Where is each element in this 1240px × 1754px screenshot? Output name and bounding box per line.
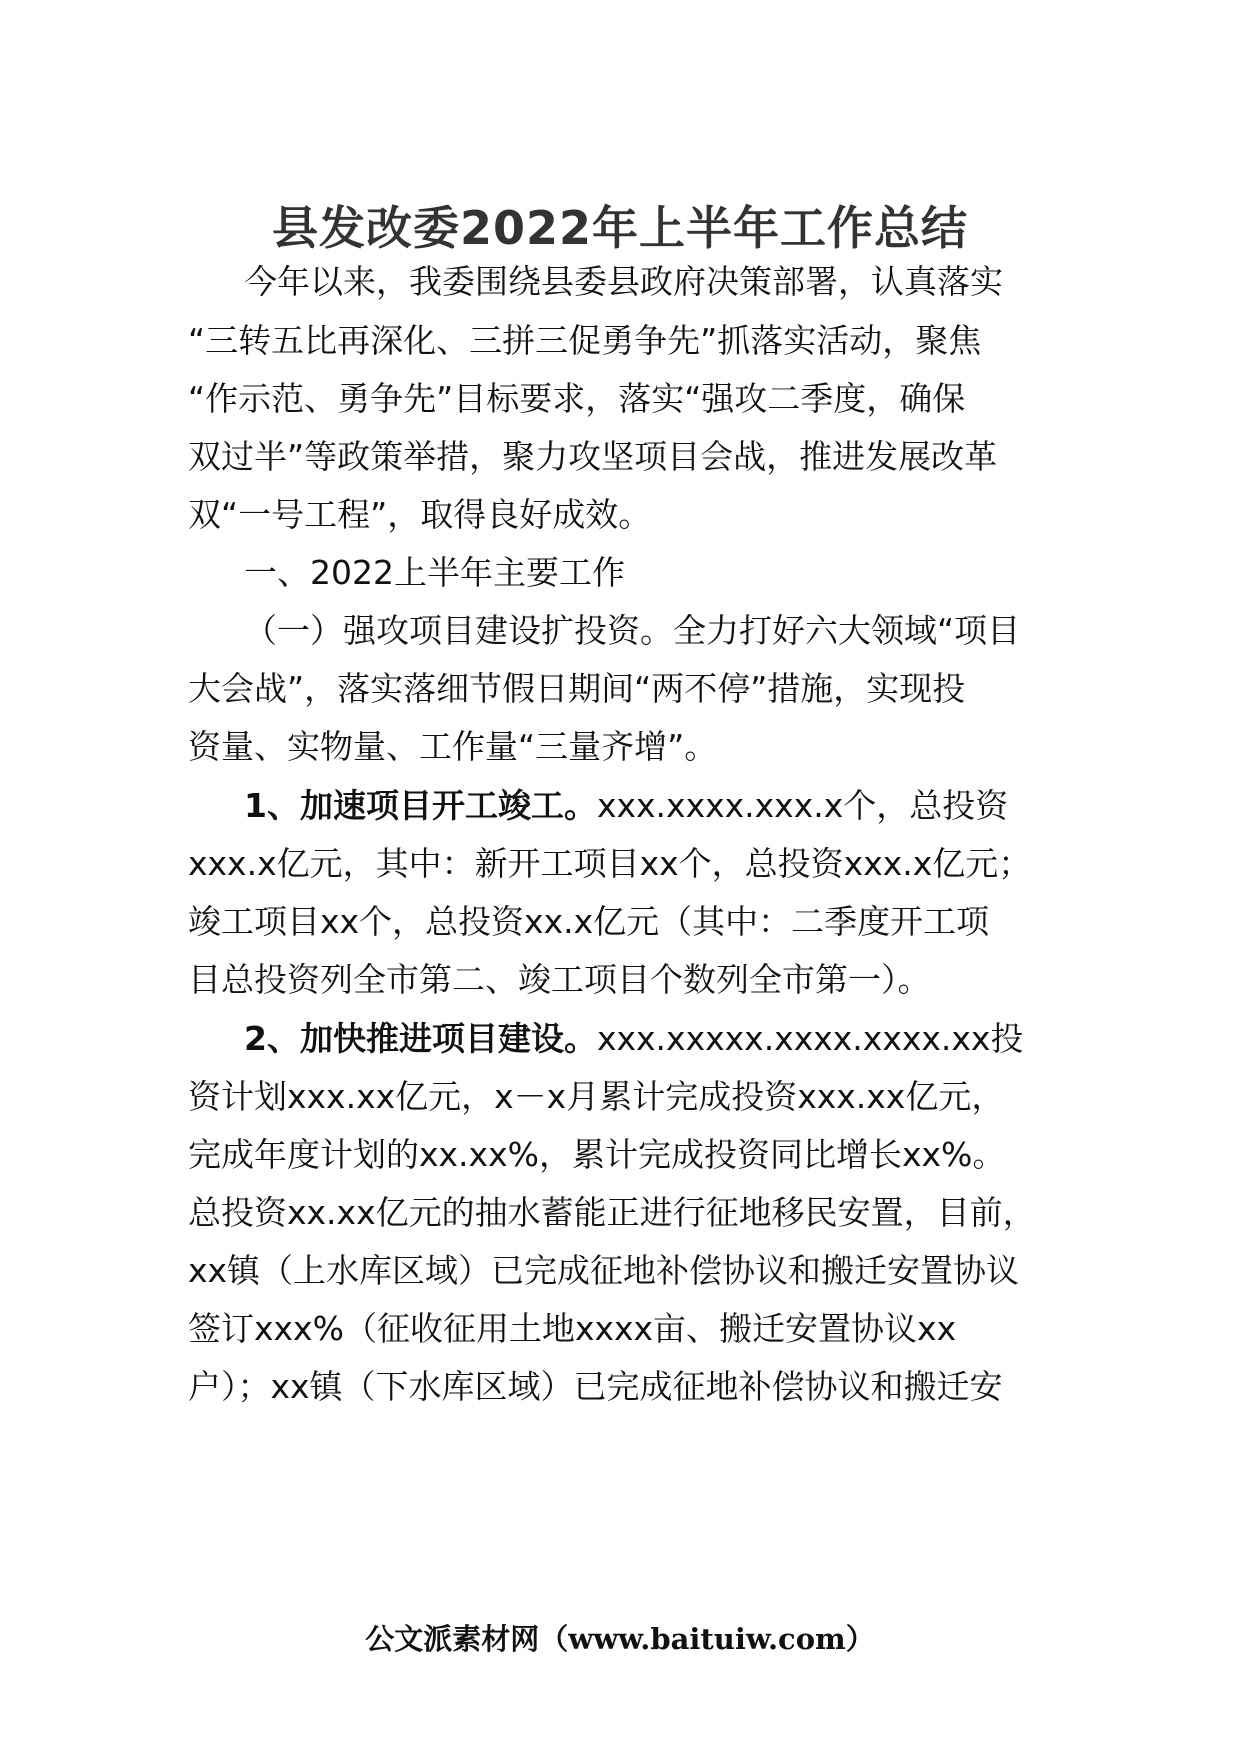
item-1-text: xxx.xxxx.xxx.x个，总投资	[596, 786, 1009, 825]
item-2-text: xxx.xxxxx.xxxx.xxxx.xx投	[596, 1019, 1024, 1058]
body-line: 完成年度计划的xx.xx%，累计完成投资同比增长xx%。	[188, 1135, 1006, 1174]
item-1-first-line	[244, 786, 1008, 826]
body-line: 签订xxx%（征收征用土地xxxx亩、搬迁安置协议xx	[188, 1309, 957, 1348]
body-line: “作示范、勇争先”目标要求，落实“强攻二季度，确保	[188, 379, 966, 418]
body-line: 大会战”，落实落细节假日期间“两不停”措施，实现投	[188, 669, 966, 708]
body-line: 资计划xxx.xx亿元，x－x月累计完成投资xxx.xx亿元，	[188, 1077, 1005, 1116]
body-line: xx镇（上水库区域）已完成征地补偿协议和搬迁安置协议	[188, 1251, 1020, 1290]
body-line: 总投资xx.xx亿元的抽水蓄能正进行征地移民安置，目前，	[188, 1193, 1036, 1232]
body-line: “三转五比再深化、三拼三促勇争先”抓落实活动，聚焦	[188, 321, 982, 360]
document-title: 县发改委2022年上半年工作总结	[271, 201, 969, 255]
item-2-lead: 2、加快推进项目建设。	[244, 1019, 597, 1058]
body-line: 双“一号工程”，取得良好成效。	[188, 495, 652, 534]
body-line: xxx.x亿元，其中：新开工项目xx个，总投资xxx.x亿元；	[188, 844, 1032, 883]
subsection-heading: （一）强攻项目建设扩投资。全力打好六大领域“项目	[244, 611, 1021, 650]
body-line: 户）；xx镇（下水库区域）已完成征地补偿协议和搬迁安	[188, 1367, 1003, 1406]
item-2-first-line	[244, 1019, 1023, 1059]
body-line: 目总投资列全市第二、竣工项目个数列全市第一）。	[188, 960, 931, 999]
body-line: 今年以来，我委围绕县委县政府决策部署，认真落实	[244, 262, 1003, 301]
item-1-lead: 1、加速项目开工竣工。	[244, 786, 597, 825]
section-heading: 一、2022上半年主要工作	[244, 553, 625, 592]
body-line: 双过半”等政策举措，聚力攻坚项目会战，推进发展改革	[188, 437, 998, 476]
body-line: 竣工项目xx个，总投资xx.x亿元（其中：二季度开工项	[188, 902, 990, 941]
body-line: 资量、实物量、工作量“三量齐增”。	[188, 727, 718, 766]
footer-source: 公文派素材网（www.baituiw.com）	[365, 1622, 875, 1656]
